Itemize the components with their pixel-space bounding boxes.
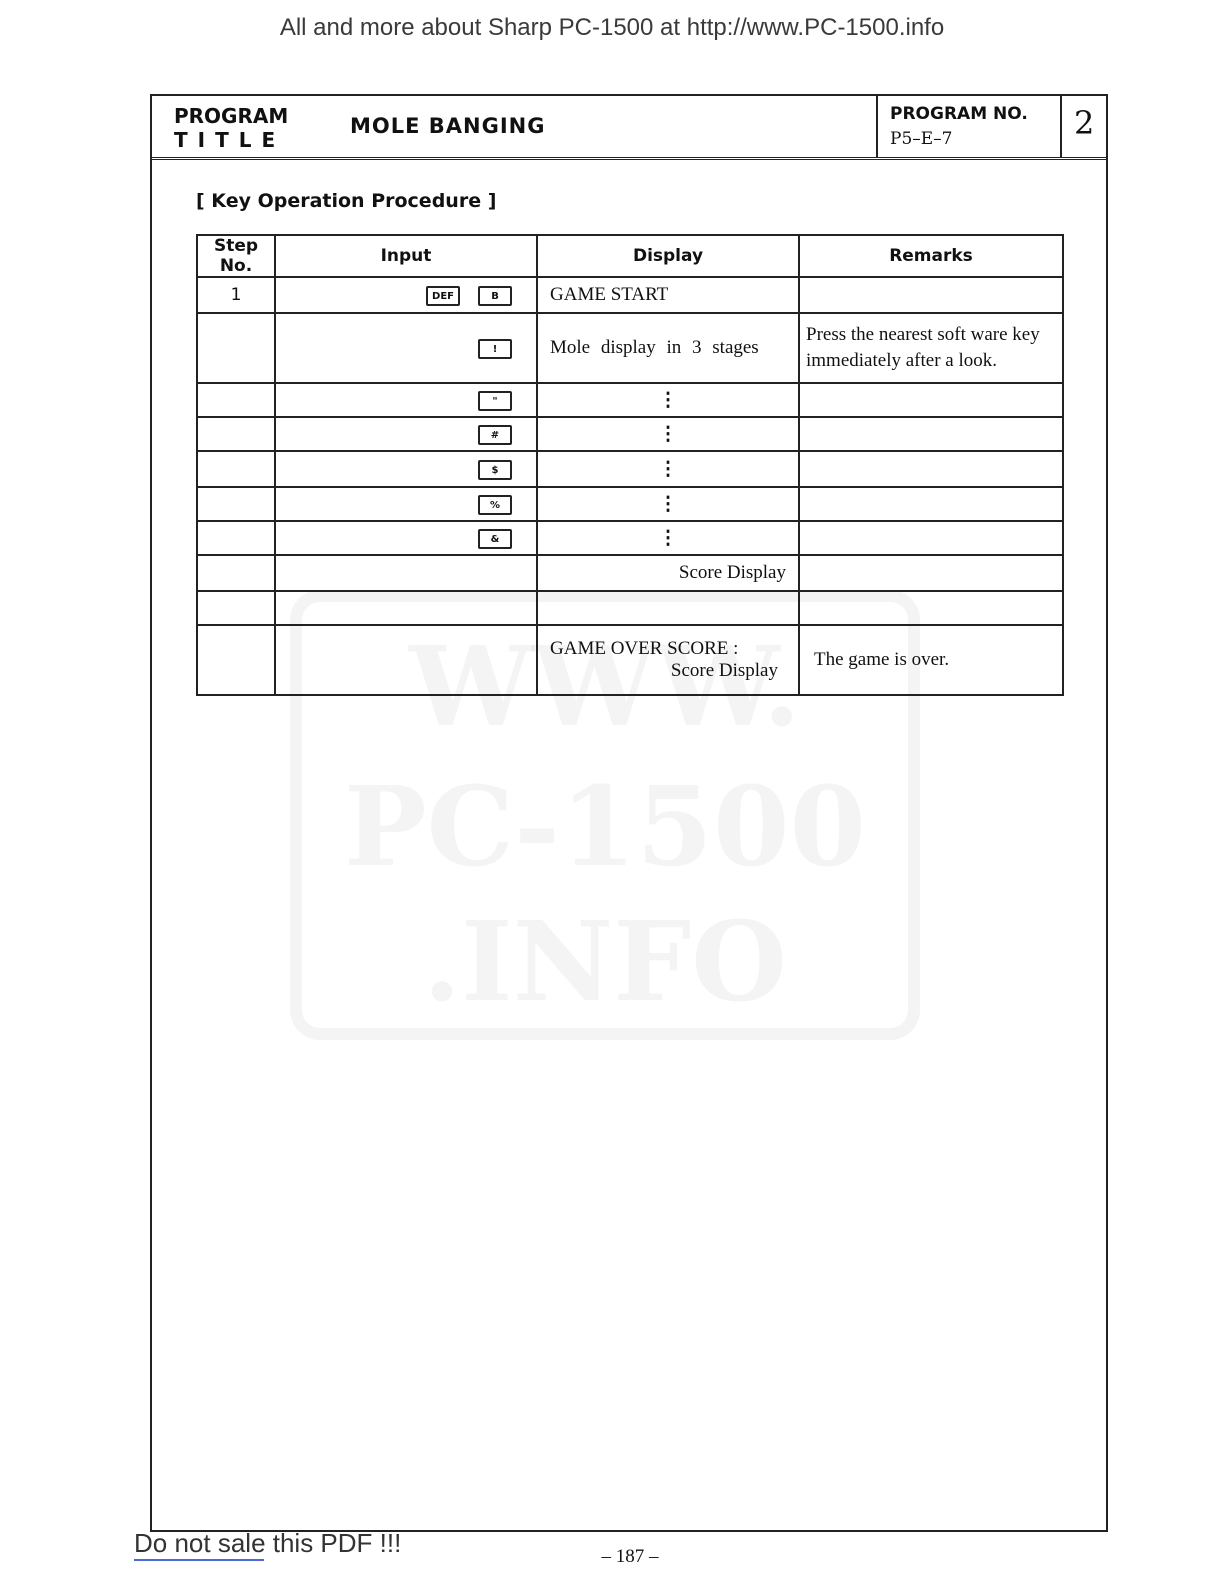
- program-header: [152, 96, 1106, 160]
- key-def: DEF: [426, 286, 460, 306]
- step-cell: 1: [197, 277, 275, 313]
- display-cell: [537, 591, 799, 625]
- display-cell: [537, 625, 799, 695]
- table-row: [197, 521, 1063, 555]
- col-header-step: Step No.: [197, 235, 275, 277]
- step-cell: [197, 313, 275, 383]
- remarks-cell: [799, 521, 1063, 555]
- step-cell: [197, 383, 275, 417]
- input-cell: [275, 555, 537, 591]
- input-cell: [275, 277, 537, 313]
- remarks-cell: [799, 451, 1063, 487]
- step-cell: [197, 555, 275, 591]
- page-number: – 187 –: [601, 1546, 659, 1567]
- step-cell: [197, 521, 275, 555]
- input-cell: [275, 451, 537, 487]
- score-display-line: Score Display: [670, 660, 778, 681]
- step-cell: [197, 417, 275, 451]
- table-row: [197, 555, 1063, 591]
- display-cell: GAME START: [537, 277, 799, 313]
- program-title: MOLE BANGING: [350, 114, 546, 138]
- remarks-cell: [799, 487, 1063, 521]
- table-row: [197, 487, 1063, 521]
- table-row: [197, 591, 1063, 625]
- table-header-row: [197, 235, 1063, 277]
- remarks-cell: [799, 417, 1063, 451]
- step-cell: [197, 487, 275, 521]
- table-row: [197, 313, 1063, 383]
- remarks-cell: [799, 277, 1063, 313]
- game-over-line: GAME OVER SCORE :: [550, 638, 739, 659]
- input-cell: [275, 625, 537, 695]
- label-line-2: TITLE: [174, 128, 286, 152]
- col-header-remarks: Remarks: [799, 235, 1063, 277]
- key-b: B: [478, 286, 512, 306]
- remarks-cell: Press the nearest soft ware key immediately after a look.: [799, 313, 1063, 383]
- page-index: 2: [1074, 104, 1095, 142]
- footer-note-text: Do not sale this PDF !!!: [134, 1528, 402, 1558]
- label-line-1: PROGRAM: [174, 104, 289, 128]
- key-percent: %: [478, 495, 512, 515]
- input-cell: [275, 417, 537, 451]
- display-cell: ⋮: [537, 451, 799, 487]
- source-banner: All and more about Sharp PC-1500 at http://www.PC-1500.info: [279, 14, 945, 41]
- table-row: [197, 417, 1063, 451]
- display-cell: Score Display: [537, 555, 799, 591]
- remarks-cell: [799, 555, 1063, 591]
- program-number-box: [876, 96, 1062, 157]
- remarks-cell: The game is over.: [799, 625, 1063, 695]
- col-header-display: Display: [537, 235, 799, 277]
- section-title: [ Key Operation Procedure ]: [196, 190, 497, 212]
- program-number-label: PROGRAM NO.: [890, 104, 1028, 124]
- key-dollar: $: [478, 460, 512, 480]
- key-exclamation: !: [478, 339, 512, 359]
- key-hash: #: [478, 425, 512, 445]
- step-cell: [197, 451, 275, 487]
- input-cell: [275, 487, 537, 521]
- program-title-label: [174, 104, 288, 152]
- display-cell: ⋮: [537, 417, 799, 451]
- page-frame: [150, 94, 1108, 1532]
- table-row: [197, 451, 1063, 487]
- step-cell: [197, 625, 275, 695]
- display-cell: Mole display in 3 stages: [537, 313, 799, 383]
- key-operation-table: [196, 234, 1064, 696]
- remarks-cell: [799, 383, 1063, 417]
- input-cell: [275, 313, 537, 383]
- col-header-input: Input: [275, 235, 537, 277]
- table-row: [197, 277, 1063, 313]
- display-cell: ⋮: [537, 487, 799, 521]
- input-cell: [275, 591, 537, 625]
- program-number-value: P5–E–7: [890, 129, 953, 149]
- display-cell: ⋮: [537, 383, 799, 417]
- display-cell: ⋮: [537, 521, 799, 555]
- input-cell: [275, 521, 537, 555]
- key-ampersand: &: [478, 529, 512, 549]
- remarks-cell: [799, 591, 1063, 625]
- step-cell: [197, 591, 275, 625]
- key-double-quote: ": [478, 391, 512, 411]
- input-cell: [275, 383, 537, 417]
- table-row: [197, 625, 1063, 695]
- table-row: [197, 383, 1063, 417]
